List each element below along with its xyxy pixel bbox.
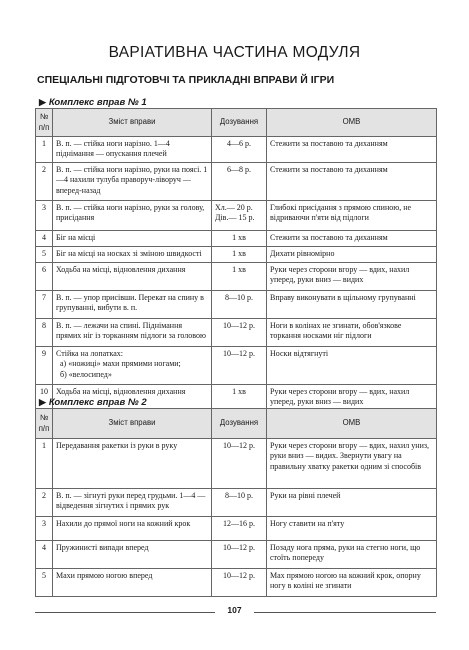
row-num: 8 <box>36 319 53 347</box>
table-row <box>36 137 437 163</box>
table-row <box>36 541 437 569</box>
table-row <box>36 517 437 541</box>
row-num: 4 <box>36 231 53 247</box>
table-row <box>36 347 437 385</box>
header-omv: ОМВ <box>267 409 437 439</box>
row-content-sub-a: а) «ножиці» махи прямими ногами; <box>60 359 181 369</box>
table-row <box>36 163 437 201</box>
row-omv: Глибокі присідання з прямою спиною, не відриваючи п'яти від підлоги <box>267 201 437 231</box>
row-content: В. п. — упор присівши. Перекат на спину в групуванні, вибути в. п. <box>53 291 212 319</box>
row-content: В. п. — стійка ноги нарізно, руки за голову, присідання <box>53 201 212 231</box>
row-dose: 10—12 р. <box>212 541 267 569</box>
table-row <box>36 247 437 263</box>
header-num: № п/п <box>36 409 53 439</box>
header-dose: Дозування <box>212 109 267 137</box>
row-omv: Руки через сторони вгору — вдих, нахил униз, руки вниз — видих. Звернути увагу на правильну хватку ракетки одним зі способів <box>267 439 437 489</box>
complex-1-table <box>35 108 437 413</box>
row-omv: Стежити за поставою та диханням <box>267 137 437 163</box>
header-content: Зміст вправи <box>53 409 212 439</box>
table-row <box>36 319 437 347</box>
header-omv: ОМВ <box>267 109 437 137</box>
table-row <box>36 291 437 319</box>
row-num: 2 <box>36 489 53 517</box>
row-omv: Мах прямою ногою на кожний крок, опорну ногу в коліні не згинати <box>267 569 437 597</box>
row-num: 10 <box>36 385 53 413</box>
row-num: 5 <box>36 247 53 263</box>
table-row <box>36 489 437 517</box>
row-dose: 1 хв <box>212 263 267 291</box>
row-omv: Стежити за поставою та диханням <box>267 231 437 247</box>
row-num: 6 <box>36 263 53 291</box>
row-content: В. п. — стійка ноги нарізно. 1—4 піднімання — опускання плечей <box>53 137 212 163</box>
triangle-bullet-icon: ▶ <box>39 97 46 107</box>
row-content: Ходьба на місці, відновлення дихання <box>53 385 212 413</box>
row-dose: 12—16 р. <box>212 517 267 541</box>
row-content: В. п. — лежачи на спині. Піднімання прямих ніг із торканням підлоги за головою <box>53 319 212 347</box>
row-num: 9 <box>36 347 53 385</box>
row-content-sub-b: б) «велосипед» <box>60 369 112 379</box>
row-dose: 6—8 р. <box>212 163 267 201</box>
row-num: 2 <box>36 163 53 201</box>
row-dose <box>212 201 267 231</box>
row-content: Біг на місці <box>53 231 212 247</box>
header-dose: Дозування <box>212 409 267 439</box>
complex-2-title <box>39 397 147 408</box>
table-row <box>36 569 437 597</box>
row-content: Пружинисті випади вперед <box>53 541 212 569</box>
row-content: Ходьба на місці, відновлення дихання <box>53 263 212 291</box>
row-content: Махи прямою ногою вперед <box>53 569 212 597</box>
header-content: Зміст вправи <box>53 109 212 137</box>
triangle-bullet-icon: ▶ <box>39 397 46 407</box>
table-header-row <box>36 109 437 137</box>
row-omv: Руки через сторони вгору — вдих, нахил уперед, руки вниз — видих <box>267 263 437 291</box>
complex-2-table <box>35 408 437 597</box>
row-num: 3 <box>36 201 53 231</box>
table-row <box>36 231 437 247</box>
row-dose: 8—10 р. <box>212 291 267 319</box>
section-title: СПЕЦІАЛЬНІ ПІДГОТОВЧІ ТА ПРИКЛАДНІ ВПРАВИ Й ІГРИ <box>37 74 335 86</box>
dose-girls: Дів.— 15 р. <box>215 213 255 223</box>
table-row <box>36 439 437 489</box>
row-omv: Стежити за поставою та диханням <box>267 163 437 201</box>
row-dose: 10—12 р. <box>212 319 267 347</box>
row-dose: 10—12 р. <box>212 439 267 489</box>
row-num: 4 <box>36 541 53 569</box>
row-dose: 1 хв <box>212 231 267 247</box>
row-omv: Ноги в колінах не згинати, обов'язкове торкання носками ніг підлоги <box>267 319 437 347</box>
complex-1-title-text: Комплекс вправ № 1 <box>48 97 147 108</box>
row-omv: Руки через сторони вгору — вдих, нахил уперед, руки вниз — видих <box>267 385 437 413</box>
row-dose: 1 хв <box>212 385 267 413</box>
header-num: № п/п <box>36 109 53 137</box>
row-dose: 4—6 р. <box>212 137 267 163</box>
row-omv: Вправу виконувати в щільному групуванні <box>267 291 437 319</box>
row-omv: Позаду нога пряма, руки на стегно ноги, що стоїть попереду <box>267 541 437 569</box>
row-dose: 8—10 р. <box>212 489 267 517</box>
row-content: В. п. — зігнуті руки перед грудьми. 1—4 — відведення зігнутих і прямих рук <box>53 489 212 517</box>
row-dose: 10—12 р. <box>212 569 267 597</box>
table-row <box>36 263 437 291</box>
row-content-main: Стійка на лопатках: <box>56 349 124 358</box>
row-omv: Ногу ставити на п'яту <box>267 517 437 541</box>
row-content: Біг на місці на носках зі зміною швидкості <box>53 247 212 263</box>
complex-2-title-text: Комплекс вправ № 2 <box>48 397 147 408</box>
page-title: ВАРІАТИВНА ЧАСТИНА МОДУЛЯ <box>108 44 361 61</box>
page-number: 107 <box>227 605 242 615</box>
row-omv: Дихати рівномірно <box>267 247 437 263</box>
table-header-row <box>36 409 437 439</box>
row-content: Передавання ракетки із руки в руку <box>53 439 212 489</box>
row-num: 7 <box>36 291 53 319</box>
row-omv: Руки на рівні плечей <box>267 489 437 517</box>
dose-boys: Хл.— 20 р. <box>215 203 253 212</box>
row-num: 5 <box>36 569 53 597</box>
row-dose: 10—12 р. <box>212 347 267 385</box>
row-dose: 1 хв <box>212 247 267 263</box>
row-num: 1 <box>36 439 53 489</box>
row-content: В. п. — стійка ноги нарізно, руки на поясі. 1—4 нахили тулуба праворуч-ліворуч — вперед-назад <box>53 163 212 201</box>
row-content: Нахили до прямої ноги на кожний крок <box>53 517 212 541</box>
row-num: 1 <box>36 137 53 163</box>
complex-1-title <box>39 97 147 108</box>
row-content <box>53 347 212 385</box>
table-row <box>36 201 437 231</box>
row-omv: Носки відтягнуті <box>267 347 437 385</box>
row-num: 3 <box>36 517 53 541</box>
